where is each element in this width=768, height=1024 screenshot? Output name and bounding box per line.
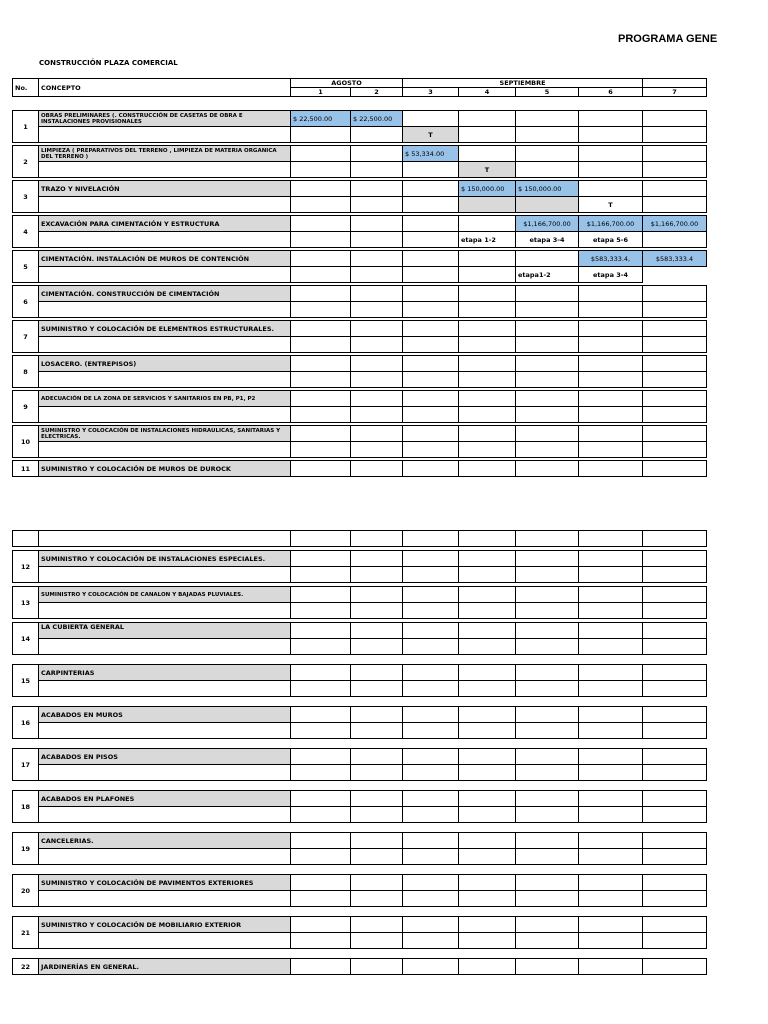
row-concept: SUMINISTRO Y COLOCACIÓN DE PAVIMENTOS EXTERIORES — [39, 875, 291, 891]
milestone-marker: T — [579, 197, 643, 213]
week-4: 4 — [459, 88, 516, 97]
task-row-7 — [12, 320, 707, 353]
row-number: 3 — [13, 181, 39, 213]
row-concept: SUMINISTRO Y COLOCACIÓN DE MUROS DE DUROCK — [39, 461, 291, 477]
col-no-header: No. — [13, 79, 39, 97]
cost-cell: $ 22,500.00 — [291, 111, 351, 127]
project-name: CONSTRUCCIÓN PLAZA COMERCIAL — [39, 59, 178, 67]
task-row-6 — [12, 285, 707, 318]
row-number: 12 — [13, 551, 39, 583]
row-concept: SUMINISTRO Y COLOCACIÓN DE INSTALACIONES HIDRAULICAS, SANITARIAS Y ELECTRICAS. — [39, 426, 291, 442]
task-row-8 — [12, 355, 707, 388]
row-concept: SUMINISTRO Y COLOCACIÓN DE ELEMENTROS ESTRUCTURALES. — [39, 321, 291, 337]
row-concept: EXCAVACIÓN PARA CIMENTACIÓN Y ESTRUCTURA — [39, 216, 291, 232]
task-row-2 — [12, 145, 707, 178]
row-number: 6 — [13, 286, 39, 318]
row-concept: ACABADOS EN PISOS — [39, 749, 291, 765]
row-number: 15 — [13, 665, 39, 697]
stage-label: etapa 3-4 — [579, 267, 643, 283]
row-concept: ACABADOS EN PLAFONES — [39, 791, 291, 807]
row-number: 22 — [13, 959, 39, 975]
milestone-marker: T — [459, 162, 516, 178]
task-row-11 — [12, 460, 707, 477]
row-number: 19 — [13, 833, 39, 865]
row-number: 18 — [13, 791, 39, 823]
row-concept: CANCELERIAS. — [39, 833, 291, 849]
task-row-17 — [12, 748, 707, 781]
task-row-4 — [12, 215, 707, 248]
empty-row — [12, 530, 707, 547]
task-row-1 — [12, 110, 707, 143]
week-2: 2 — [351, 88, 403, 97]
row-concept: CIMENTACIÓN. CONSTRUCCIÓN DE CIMENTACIÓN — [39, 286, 291, 302]
row-number: 13 — [13, 587, 39, 619]
week-7: 7 — [643, 88, 707, 97]
cost-cell: $ 150,000.00 — [516, 181, 579, 197]
row-concept: OBRAS PRELIMINARES (. CONSTRUCCIÓN DE CASETAS DE OBRA E INSTALACIONES PROVISIONALES — [39, 111, 291, 127]
month-september: SEPTIEMBRE — [403, 79, 643, 88]
stage-label: etapa 3-4 — [516, 232, 579, 248]
cost-cell: $1,166,700.00 — [579, 216, 643, 232]
task-row-19 — [12, 832, 707, 865]
row-number: 8 — [13, 356, 39, 388]
row-number: 16 — [13, 707, 39, 739]
week-6: 6 — [579, 88, 643, 97]
week-1: 1 — [291, 88, 351, 97]
row-concept: LA CUBIERTA GENERAL — [39, 623, 291, 639]
row-number: 5 — [13, 251, 39, 283]
row-concept: LIMPIEZA ( PREPARATIVOS DEL TERRENO , LIMPIEZA DE MATERIA ORGANICA DEL TERRENO ) — [39, 146, 291, 162]
task-row-21 — [12, 916, 707, 949]
milestone-marker: T — [403, 127, 459, 143]
schedule-table-top — [12, 78, 706, 477]
row-number: 17 — [13, 749, 39, 781]
row-concept: ADECUACIÓN DE LA ZONA DE SERVICIOS Y SANITARIOS EN PB, P1, P2 — [39, 391, 291, 407]
row-number: 7 — [13, 321, 39, 353]
task-row-16 — [12, 706, 707, 739]
week-5: 5 — [516, 88, 579, 97]
task-row-15 — [12, 664, 707, 697]
row-number: 9 — [13, 391, 39, 423]
row-number: 10 — [13, 426, 39, 458]
row-concept: LOSACERO. (ENTREPISOS) — [39, 356, 291, 372]
row-concept: SUMINISTRO Y COLOCACIÓN DE MOBILIARIO EXTERIOR — [39, 917, 291, 933]
cost-cell: $1,166,700.00 — [643, 216, 707, 232]
cost-cell: $1,166,700.00 — [516, 216, 579, 232]
row-concept: CIMENTACIÓN. INSTALACIÓN DE MUROS DE CONTENCIÓN — [39, 251, 291, 267]
row-number: 1 — [13, 111, 39, 143]
stage-label: etapa 5-6 — [579, 232, 643, 248]
task-row-10 — [12, 425, 707, 458]
row-number: 21 — [13, 917, 39, 949]
row-concept: CARPINTERIAS — [39, 665, 291, 681]
row-concept: TRAZO Y NIVELACIÓN — [39, 181, 291, 197]
row-concept: ACABADOS EN MUROS — [39, 707, 291, 723]
row-number: 4 — [13, 216, 39, 248]
task-row-12 — [12, 550, 707, 583]
task-row-20 — [12, 874, 707, 907]
document-title: PROGRAMA GENE — [618, 33, 718, 45]
month-empty — [643, 79, 707, 88]
stage-label: etapa 1-2 — [459, 232, 516, 248]
task-row-13 — [12, 586, 707, 619]
cost-cell: $583,333.4 — [643, 251, 707, 267]
row-concept: JARDINERÍAS EN GENERAL. — [39, 959, 291, 975]
cost-cell: $ 22,500.00 — [351, 111, 403, 127]
header-row-months — [13, 79, 707, 88]
month-august: AGOSTO — [291, 79, 403, 88]
task-row-14 — [12, 622, 707, 655]
task-row-5 — [12, 250, 707, 283]
task-row-3 — [12, 180, 707, 213]
row-number: 14 — [13, 623, 39, 655]
cost-cell: $ 53,334.00 — [403, 146, 459, 162]
col-concept-header: CONCEPTO — [39, 79, 291, 97]
schedule-table-bottom — [12, 530, 706, 975]
stage-label: etapa1-2 — [516, 267, 579, 283]
cost-cell: $583,333.4, — [579, 251, 643, 267]
row-number: 20 — [13, 875, 39, 907]
task-row-9 — [12, 390, 707, 423]
week-3: 3 — [403, 88, 459, 97]
row-concept: SUMINISTRO Y COLOCACIÓN DE CANALON Y BAJADAS PLUVIALES. — [39, 587, 291, 603]
task-row-18 — [12, 790, 707, 823]
row-number: 2 — [13, 146, 39, 178]
row-number: 11 — [13, 461, 39, 477]
row-concept: SUMINISTRO Y COLOCACIÓN DE INSTALACIONES ESPECIALES. — [39, 551, 291, 567]
cost-cell: $ 150,000.00 — [459, 181, 516, 197]
task-row-22 — [12, 958, 707, 975]
